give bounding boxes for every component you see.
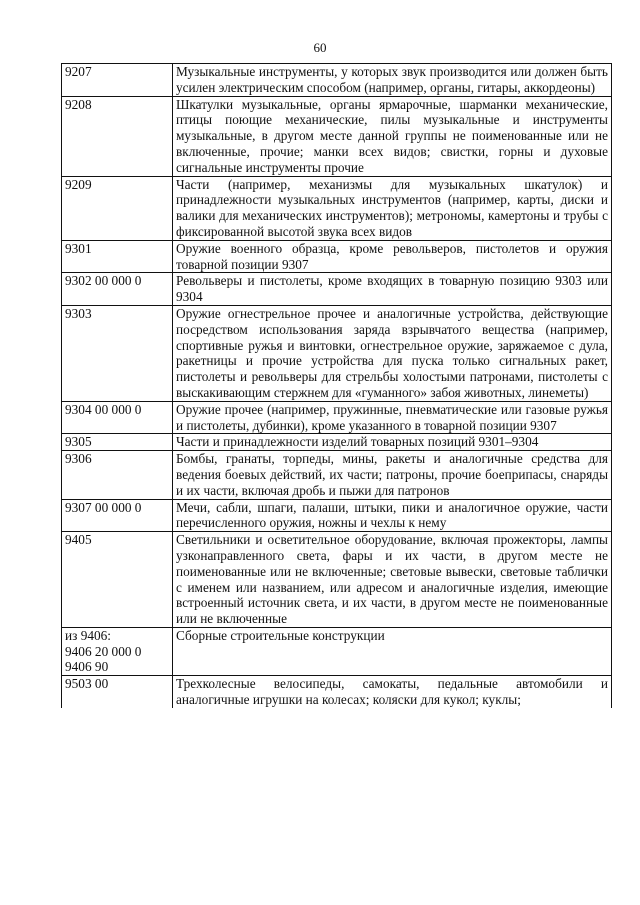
code-value: 9209 (65, 176, 92, 192)
code-value: 9306 (65, 451, 92, 467)
table-row (62, 499, 612, 532)
code-cell (62, 451, 173, 499)
code-value: 9503 00 (65, 676, 109, 692)
code-cell (62, 499, 173, 532)
code-value: 9405 (65, 532, 92, 548)
code-cell (62, 434, 173, 451)
description-cell: Сборные строительные конструкции (173, 627, 612, 675)
description-cell: Оружие прочее (например, пружинные, пневматические или газовые ружья и пистолеты, дубинки), кроме указанного в товарной позиции 9307 (173, 401, 612, 434)
code-value: 9307 00 000 0 (65, 499, 142, 515)
description-cell: Части (например, механизмы для музыкальных шкатулок) и принадлежности музыкальных инструментов (например, карты, диски и валики для механических инструментов); метрономы, камертоны и трубы с фиксированной высотой звука всех видов (173, 176, 612, 240)
table-row (62, 532, 612, 628)
description-cell: Трехколесные велосипеды, самокаты, педальные автомобили и аналогичные игрушки на колесах; коляски для кукол; куклы; (173, 676, 612, 708)
description-cell: Оружие военного образца, кроме револьверов, пистолетов и оружия товарной позиции 9307 (173, 240, 612, 273)
code-cell (62, 176, 173, 240)
tariff-code-table (61, 63, 612, 708)
table-row (62, 240, 612, 273)
code-value: 9302 00 000 0 (65, 273, 142, 289)
code-value: 9304 00 000 0 (65, 401, 142, 417)
table-row (62, 176, 612, 240)
code-value: из 9406: (65, 627, 111, 643)
description-cell: Части и принадлежности изделий товарных позиций 9301–9304 (173, 434, 612, 451)
code-cell (62, 240, 173, 273)
description-cell: Мечи, сабли, шпаги, палаши, штыки, пики и аналогичное оружие, части перечисленного оружия, ножны и чехлы к нему (173, 499, 612, 532)
code-cell (62, 676, 173, 708)
table-row (62, 451, 612, 499)
code-value: 9303 (65, 305, 92, 321)
code-cell (62, 627, 173, 675)
code-cell (62, 96, 173, 176)
code-value: 9305 (65, 434, 92, 450)
code-value: 9208 (65, 96, 92, 112)
table-row (62, 434, 612, 451)
table-row (62, 305, 612, 401)
table-row (62, 96, 612, 176)
table-row (62, 401, 612, 434)
code-cell (62, 273, 173, 306)
code-value: 9301 (65, 240, 92, 256)
description-cell: Светильники и осветительное оборудование, включая прожекторы, лампы узконаправленного света, фары и их части, в другом месте не поименованные или не включенные; световые вывески, световые таблички с именем или названием, или адресом и аналогичные изделия, имеющие встроенный источник света, и их части, в другом месте не поименованные или не включенные (173, 532, 612, 628)
code-value: 9207 (65, 64, 92, 79)
page-number: 60 (313, 40, 327, 55)
code-value: 9406 20 000 0 (65, 643, 142, 659)
description-cell: Бомбы, гранаты, торпеды, мины, ракеты и аналогичные средства для ведения боевых действий, их части; патроны, прочие боеприпасы, снаряды и их части, включая дробь и пыжи для патронов (173, 451, 612, 499)
table-row (62, 676, 612, 708)
description-cell: Шкатулки музыкальные, органы ярмарочные, шарманки механические, птицы поющие механические, пилы музыкальные и инструменты музыкальные, в другом месте данной группы не поименованные или не включенные, прочие; манки всех видов; свистки, горны и духовые сигнальные инструменты прочие (173, 96, 612, 176)
code-cell (62, 532, 173, 628)
description-cell: Револьверы и пистолеты, кроме входящих в товарную позицию 9303 или 9304 (173, 273, 612, 306)
table-row (62, 64, 612, 97)
description-cell: Оружие огнестрельное прочее и аналогичные устройства, действующие посредством использования заряда взрывчатого вещества (например, спортивные ружья и винтовки, огнестрельное оружие, заряжаемое с дула, ракетницы и прочие устройства для пуска только сигнальных ракет, пистолеты и револьверы для стрельбы холостыми патронами, пистолеты с выскакивающим стержнем для «гуманного» забоя животных, линеметы) (173, 305, 612, 401)
code-value: 9406 90 (65, 659, 109, 675)
description-cell: Музыкальные инструменты, у которых звук производится или должен быть усилен электрическим способом (например, органы, гитары, аккордеоны) (173, 64, 612, 97)
table-row (62, 273, 612, 306)
table-row (62, 627, 612, 675)
code-cell (62, 401, 173, 434)
code-cell (62, 64, 173, 97)
code-cell (62, 305, 173, 401)
